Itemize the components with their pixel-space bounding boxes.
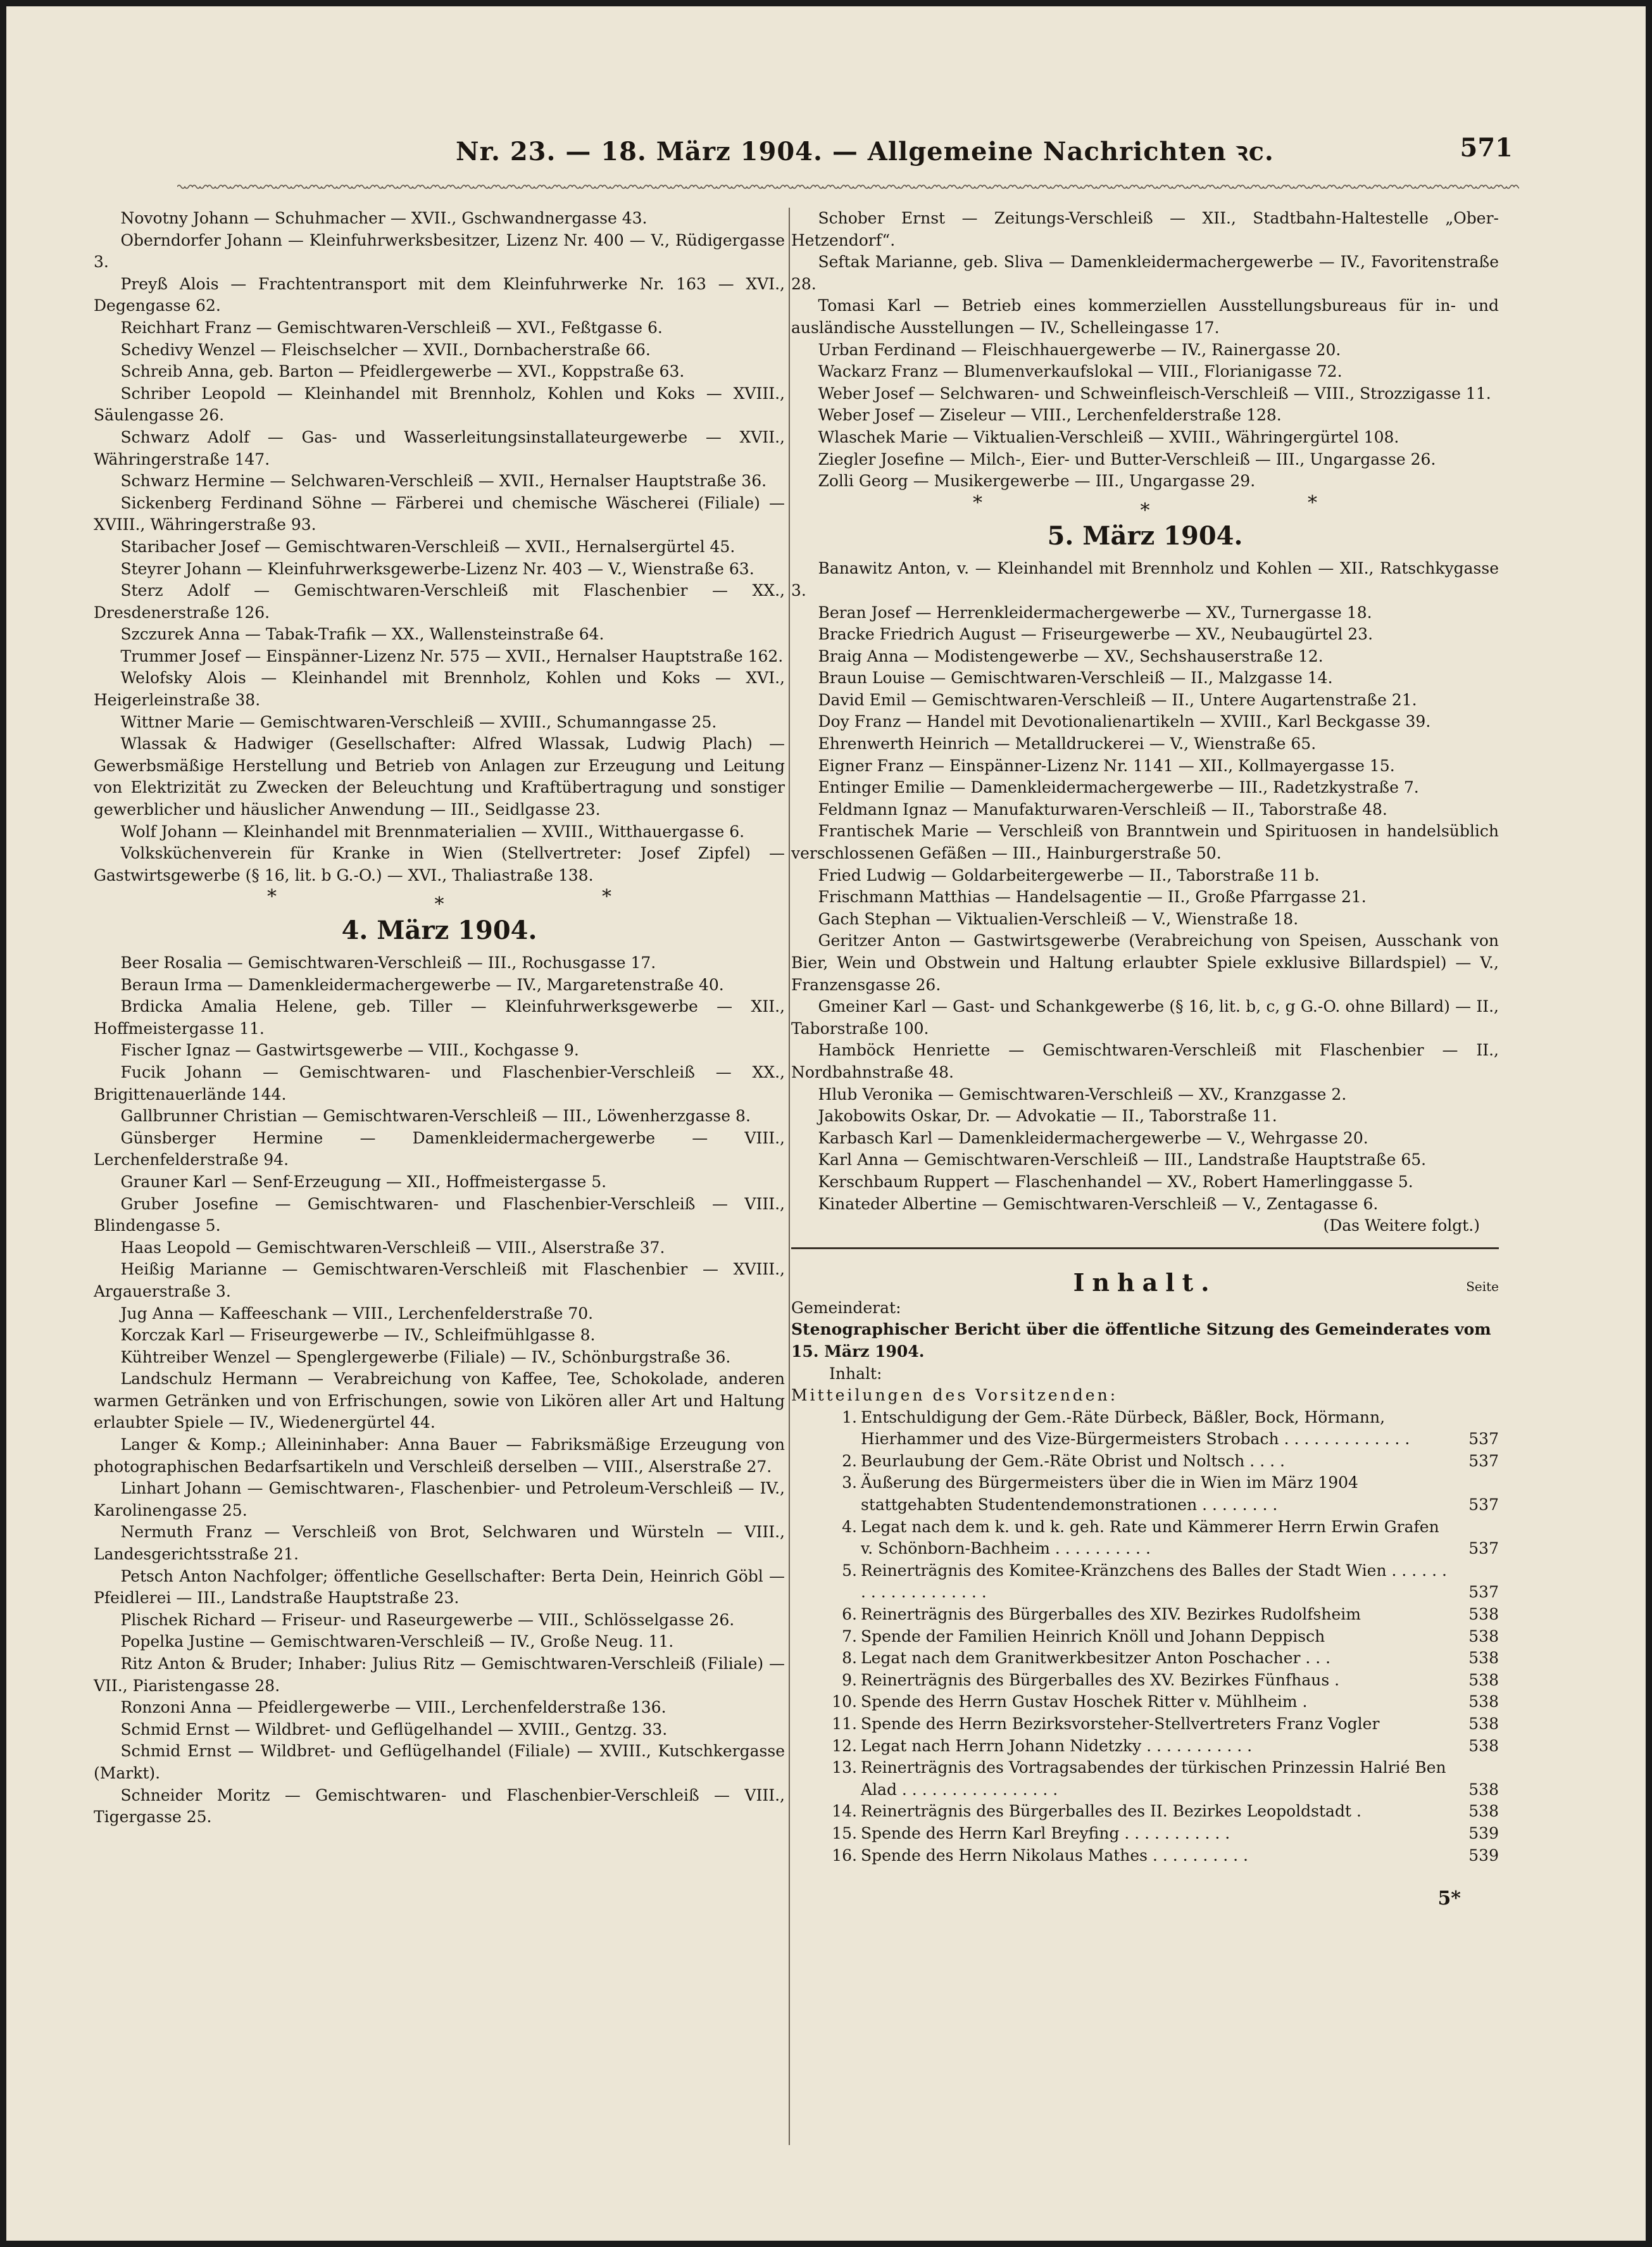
toc-item-text: Spende der Familien Heinrich Knöll und Johann Deppisch bbox=[861, 1627, 1325, 1646]
toc-section: Gemeinderat: bbox=[791, 1298, 901, 1317]
toc-inhalt-label: Inhalt: bbox=[829, 1364, 882, 1383]
entry: Brdicka Amalia Helene, geb. Tiller — Kleinfuhrwerksgewerbe — XII., Hoffmeistergasse 11. bbox=[94, 997, 785, 1038]
entry: Banawitz Anton, v. — Kleinhandel mit Brennholz und Kohlen — XII., Ratschkygasse 3. bbox=[791, 559, 1499, 600]
entry: Gruber Josefine — Gemischtwaren- und Flaschenbier-Verschleiß — VIII., Blindengasse 5. bbox=[94, 1194, 785, 1235]
toc-item-list bbox=[791, 1407, 1499, 1866]
entry: Wackarz Franz — Blumenverkaufslokal — VIII., Florianigasse 72. bbox=[818, 362, 1342, 381]
toc-item-page: 537 bbox=[1468, 1451, 1499, 1470]
entry: Plischek Richard — Friseur- und Raseurgewerbe — VIII., Schlösselgasse 26. bbox=[120, 1610, 735, 1629]
entry: Landschulz Hermann — Verabreichung von Kaffee, Tee, Schokolade, anderen warmen Getränken und von Erfrischungen, sowie von Likören aller Art und Haltung erlaubter Spiele — IV., Wiedenergürtel 44. bbox=[94, 1369, 785, 1432]
entry: Volksküchenverein für Kranke in Wien (Stellvertreter: Josef Zipfel) — Gastwirtsgewerbe (§ 16, lit. b G.-O.) — XVI., Thaliastraße 138. bbox=[94, 844, 785, 884]
entry: Jug Anna — Kaffeeschank — VIII., Lerchenfelderstraße 70. bbox=[120, 1304, 594, 1323]
entry: Petsch Anton Nachfolger; öffentliche Gesellschafter: Berta Dein, Heinrich Göbl — Pfeidlerei — III., Landstraße Hauptstraße 23. bbox=[94, 1566, 785, 1608]
toc-item bbox=[791, 1691, 1499, 1713]
entry: Langer & Komp.; Alleininhaber: Anna Bauer — Fabriksmäßige Erzeugung von photographischen Bedarfsartikeln und Verschleiß derselben — VIII., Alserstraße 27. bbox=[94, 1435, 785, 1476]
entry: Schober Ernst — Zeitungs-Verschleiß — XII., Stadtbahn-Haltestelle „Ober-Hetzendorf“. bbox=[791, 209, 1499, 249]
entry: Ziegler Josefine — Milch-, Eier- und Butter-Verschleiß — III., Ungargasse 26. bbox=[818, 450, 1436, 469]
entry: Beer Rosalia — Gemischtwaren-Verschleiß — III., Rochusgasse 17. bbox=[120, 954, 656, 972]
toc-item-number: 15. bbox=[832, 1823, 857, 1842]
toc-item-number: 4. bbox=[842, 1517, 857, 1536]
entry: Novotny Johann — Schuhmacher — XVII., Gschwandnergasse 43. bbox=[120, 209, 648, 227]
section-rule bbox=[791, 1247, 1499, 1249]
signature-mark: 5* bbox=[1437, 1887, 1461, 1910]
toc-item-page: 538 bbox=[1468, 1692, 1499, 1711]
entry: Grauner Karl — Senf-Erzeugung — XII., Hoffmeistergasse 5. bbox=[120, 1172, 607, 1191]
toc-item-page: 537 bbox=[1468, 1539, 1499, 1558]
entry: Szczurek Anna — Tabak-Trafik — XX., Wallensteinstraße 64. bbox=[120, 625, 604, 644]
header-title: Nr. 23. — 18. März 1904. — Allgemeine Nachrichten ꝛc. bbox=[456, 137, 1274, 167]
entry: Sickenberg Ferdinand Söhne — Färberei und chemische Wäscherei (Filiale) — XVIII., Währingerstraße 93. bbox=[94, 493, 785, 534]
toc-item-text: Äußerung des Bürgermeisters über die in Wien im März 1904 stattgehabten Studentendemonstrationen . . . . . . . . bbox=[861, 1473, 1358, 1514]
toc-item bbox=[791, 1407, 1499, 1451]
toc-item-page: 538 bbox=[1468, 1605, 1499, 1624]
toc-item-page: 537 bbox=[1468, 1583, 1499, 1602]
toc-item-page: 538 bbox=[1468, 1802, 1499, 1821]
entry: Reichhart Franz — Gemischtwaren-Verschleiß — XVI., Feßtgasse 6. bbox=[120, 318, 663, 337]
toc-item-number: 1. bbox=[842, 1407, 857, 1426]
toc-item-text: Legat nach Herrn Johann Nidetzky . . . . . . . . . . . bbox=[861, 1736, 1253, 1755]
entry: Gach Stephan — Viktualien-Verschleiß — V., Wienstraße 18. bbox=[818, 909, 1299, 928]
entry: Beran Josef — Herrenkleidermachergewerbe — XV., Turnergasse 18. bbox=[818, 603, 1372, 622]
entry: David Emil — Gemischtwaren-Verschleiß — II., Untere Augartenstraße 21. bbox=[818, 690, 1417, 709]
entry: Schriber Leopold — Kleinhandel mit Brennholz, Kohlen und Koks — XVIII., Säulengasse 26. bbox=[94, 384, 785, 425]
toc-item bbox=[791, 1823, 1499, 1845]
entry: Jakobowits Oskar, Dr. — Advokatie — II., Taborstraße 11. bbox=[818, 1107, 1277, 1126]
toc-item-text: Spende des Herrn Nikolaus Mathes . . . . . . . . . . bbox=[861, 1846, 1248, 1865]
seite-label: Seite bbox=[1466, 1278, 1499, 1294]
entry: Wlaschek Marie — Viktualien-Verschleiß — XVIII., Währingergürtel 108. bbox=[818, 427, 1399, 446]
entry: Wlassak & Hadwiger (Gesellschafter: Alfred Wlassak, Ludwig Plach) — Gewerbsmäßige Herstellung und Betrieb von Anlagen zur Erzeugung und Leitung von Elektrizität zu Zwecken der Beleuchtung und Kraftübertragung und sonstiger gewerblicher und häuslicher Anwendung — III., Seidlgasse 23. bbox=[94, 734, 785, 819]
entry: Hamböck Henriette — Gemischtwaren-Verschleiß mit Flaschenbier — II., Nordbahnstraße 48. bbox=[791, 1041, 1499, 1081]
entry: Entinger Emilie — Damenkleidermachergewerbe — III., Radetzkystraße 7. bbox=[818, 778, 1419, 797]
toc-item-page: 538 bbox=[1468, 1627, 1499, 1646]
toc-item bbox=[791, 1451, 1499, 1473]
entry: Schneider Moritz — Gemischtwaren- und Flaschenbier-Verschleiß — VIII., Tigergasse 25. bbox=[94, 1785, 785, 1827]
toc-item-text: Beurlaubung der Gem.-Räte Obrist und Noltsch . . . . bbox=[861, 1451, 1285, 1470]
entry: Ehrenwerth Heinrich — Metalldruckerei — V., Wienstraße 65. bbox=[818, 734, 1317, 753]
toc-item-page: 538 bbox=[1468, 1649, 1499, 1668]
entry: Günsberger Hermine — Damenkleidermachergewerbe — VIII., Lerchenfelderstraße 94. bbox=[94, 1128, 785, 1169]
entry: Hlub Veronika — Gemischtwaren-Verschleiß — XV., Kranzgasse 2. bbox=[818, 1085, 1347, 1104]
toc-item-page: 537 bbox=[1468, 1430, 1499, 1449]
entry: Preyß Alois — Frachtentransport mit dem Kleinfuhrwerke Nr. 163 — XVI., Degengasse 62. bbox=[94, 274, 785, 315]
entry: Braig Anna — Modistengewerbe — XV., Sechshauserstraße 12. bbox=[818, 646, 1323, 665]
entry: Kinateder Albertine — Gemischtwaren-Verschleiß — V., Zentagasse 6. bbox=[818, 1194, 1379, 1213]
entry: Frischmann Matthias — Handelsagentie — II., Große Pfarrgasse 21. bbox=[818, 888, 1367, 907]
entry: Fischer Ignaz — Gastwirtsgewerbe — VIII., Kochgasse 9. bbox=[120, 1041, 579, 1060]
toc-item-number: 10. bbox=[832, 1692, 857, 1711]
entry: Ritz Anton & Bruder; Inhaber: Julius Ritz — Gemischtwaren-Verschleiß (Filiale) — VII., Piaristengasse 28. bbox=[94, 1654, 785, 1695]
toc-item-number: 3. bbox=[842, 1473, 857, 1492]
entry: Wittner Marie — Gemischtwaren-Verschleiß — XVIII., Schumanngasse 25. bbox=[120, 712, 717, 731]
section-stars-right: * * * bbox=[972, 491, 1318, 522]
entry: Steyrer Johann — Kleinfuhrwerksgewerbe-Lizenz Nr. 403 — V., Wienstraße 63. bbox=[120, 559, 754, 578]
entry: Linhart Johann — Gemischtwaren-, Flaschenbier- und Petroleum-Verschleiß — IV., Karolinengasse 25. bbox=[94, 1479, 785, 1520]
toc-item-number: 13. bbox=[832, 1758, 857, 1777]
entry: Welofsky Alois — Kleinhandel mit Brennholz, Kohlen und Koks — XVI., Heigerleinstraße 38. bbox=[94, 669, 785, 710]
entry-list-right-b bbox=[791, 558, 1499, 1215]
toc-item-page: 538 bbox=[1468, 1670, 1499, 1689]
entry: Popelka Justine — Gemischtwaren-Verschleiß — IV., Große Neug. 11. bbox=[120, 1632, 674, 1651]
entry: Schwarz Adolf — Gas- und Wasserleitungsinstallateurgewerbe — XVII., Währingerstraße 147. bbox=[94, 427, 785, 469]
toc-item-text: Reinerträgnis des Bürgerballes des XV. Bezirkes Fünfhaus . bbox=[861, 1670, 1340, 1689]
toc-item bbox=[791, 1670, 1499, 1692]
toc-item-number: 7. bbox=[842, 1627, 857, 1646]
date-heading-4-maerz: 4. März 1904. bbox=[341, 916, 537, 945]
right-column bbox=[791, 208, 1499, 1910]
toc-item bbox=[791, 1604, 1499, 1626]
date-heading-5-maerz: 5. März 1904. bbox=[1047, 521, 1243, 551]
entry: Korczak Karl — Friseurgewerbe — IV., Schleifmühlgasse 8. bbox=[120, 1326, 596, 1345]
entry: Gmeiner Karl — Gast- und Schankgewerbe (§ 16, lit. b, c, g G.-O. ohne Billard) — II., Taborstraße 100. bbox=[791, 997, 1499, 1038]
toc-item bbox=[791, 1647, 1499, 1670]
entry: Doy Franz — Handel mit Devotionalienartikeln — XVIII., Karl Beckgasse 39. bbox=[818, 712, 1431, 731]
toc-item-text: Spende des Herrn Karl Breyfing . . . . . . . . . . . bbox=[861, 1823, 1230, 1842]
toc-item-number: 12. bbox=[832, 1736, 857, 1755]
toc-item-number: 11. bbox=[832, 1715, 857, 1733]
entry: Tomasi Karl — Betrieb eines kommerziellen Ausstellungsbureaus für in- und ausländische Ausstellungen — IV., Schelleingasse 17. bbox=[791, 296, 1499, 337]
toc-item-text: Reinerträgnis des Vortragsabendes der türkischen Prinzessin Halrié Ben Alad . . . . . . . . . . . . . . . . bbox=[861, 1758, 1446, 1799]
entry: Fried Ludwig — Goldarbeitergewerbe — II., Taborstraße 11 b. bbox=[818, 865, 1320, 884]
toc-item-number: 5. bbox=[842, 1561, 857, 1580]
entry: Feldmann Ignaz — Manufakturwaren-Verschleiß — II., Taborstraße 48. bbox=[818, 800, 1387, 819]
entry-list-right-a bbox=[791, 208, 1499, 493]
left-column bbox=[94, 208, 785, 1828]
toc-item-page: 538 bbox=[1468, 1780, 1499, 1799]
entry: Schwarz Hermine — Selchwaren-Verschleiß — XVII., Hernalser Hauptstraße 36. bbox=[120, 472, 767, 491]
entry: Bracke Friedrich August — Friseurgewerbe — XV., Neubaugürtel 23. bbox=[818, 625, 1374, 644]
column-divider bbox=[789, 208, 790, 2145]
toc-item bbox=[791, 1757, 1499, 1801]
header-wavy-rule bbox=[177, 182, 1519, 191]
toc-item-text: Spende des Herrn Gustav Hoschek Ritter v. Mühlheim . bbox=[861, 1692, 1308, 1711]
toc-item-number: 14. bbox=[832, 1802, 857, 1821]
toc-item bbox=[791, 1801, 1499, 1823]
toc-item-text: Spende des Herrn Bezirksvorsteher-Stellvertreters Franz Vogler bbox=[861, 1715, 1380, 1733]
entry-list-left-b bbox=[94, 952, 785, 1828]
entry-list-left-a bbox=[94, 208, 785, 886]
toc-item-number: 8. bbox=[842, 1649, 857, 1668]
entry: Schedivy Wenzel — Fleischselcher — XVII., Dornbacherstraße 66. bbox=[120, 340, 651, 359]
toc-item-text: Reinerträgnis des Bürgerballes des II. Bezirkes Leopoldstadt . bbox=[861, 1802, 1361, 1821]
entry: Haas Leopold — Gemischtwaren-Verschleiß — VIII., Alserstraße 37. bbox=[120, 1238, 665, 1257]
entry: Wolf Johann — Kleinhandel mit Brennmaterialien — XVIII., Witthauergasse 6. bbox=[120, 822, 745, 841]
toc-item bbox=[791, 1560, 1499, 1604]
entry: Braun Louise — Gemischtwaren-Verschleiß — II., Malzgasse 14. bbox=[818, 669, 1333, 688]
toc-report-title: Stenographischer Bericht über die öffentliche Sitzung des Gemeinderates vom 15. März 1904. bbox=[791, 1320, 1491, 1361]
entry: Trummer Josef — Einspänner-Lizenz Nr. 575 — XVII., Hernalser Hauptstraße 162. bbox=[120, 646, 784, 665]
toc-item bbox=[791, 1472, 1499, 1516]
entry: Eigner Franz — Einspänner-Lizenz Nr. 1141 — XII., Kollmayergasse 15. bbox=[818, 756, 1395, 775]
toc-item-page: 539 bbox=[1468, 1846, 1499, 1865]
entry: Kerschbaum Ruppert — Flaschenhandel — XV., Robert Hamerlinggasse 5. bbox=[818, 1172, 1413, 1191]
section-stars-left: * * * bbox=[266, 886, 612, 916]
toc-item bbox=[791, 1845, 1499, 1867]
entry: Karl Anna — Gemischtwaren-Verschleiß — III., Landstraße Hauptstraße 65. bbox=[818, 1150, 1427, 1169]
entry: Weber Josef — Selchwaren- und Schweinfleisch-Verschleiß — VIII., Strozzigasse 11. bbox=[818, 384, 1491, 403]
entry: Staribacher Josef — Gemischtwaren-Verschleiß — XVII., Hernalsergürtel 45. bbox=[120, 537, 735, 556]
toc-item bbox=[791, 1735, 1499, 1758]
entry: Schmid Ernst — Wildbret- und Geflügelhandel (Filiale) — XVIII., Kutschkergasse (Markt). bbox=[94, 1742, 785, 1782]
entry: Gallbrunner Christian — Gemischtwaren-Verschleiß — III., Löwenherzgasse 8. bbox=[120, 1107, 751, 1126]
toc-item-page: 538 bbox=[1468, 1715, 1499, 1733]
page-header bbox=[6, 127, 1646, 177]
entry: Ronzoni Anna — Pfeidlergewerbe — VIII., Lerchenfelderstraße 136. bbox=[120, 1698, 666, 1717]
toc-item-text: Reinerträgnis des Komitee-Kränzchens des Balles der Stadt Wien . . . . . . . . . . . . . . . . . . . bbox=[861, 1561, 1447, 1602]
toc-item-text: Reinerträgnis des Bürgerballes des XIV. Bezirkes Rudolfsheim bbox=[861, 1605, 1361, 1624]
entry: Nermuth Franz — Verschleiß von Brot, Selchwaren und Würsteln — VIII., Landesgerichtsstraße 21. bbox=[94, 1523, 785, 1564]
toc-item-page: 539 bbox=[1468, 1823, 1499, 1842]
entry: Seftak Marianne, geb. Sliva — Damenkleidermachergewerbe — IV., Favoritenstraße 28. bbox=[791, 253, 1499, 293]
entry: Heißig Marianne — Gemischtwaren-Verschleiß mit Flaschenbier — XVIII., Argauerstraße 3. bbox=[94, 1260, 785, 1300]
entry: Geritzer Anton — Gastwirtsgewerbe (Verabreichung von Speisen, Ausschank von Bier, Wein und Obstwein und Haltung erlaubter Spiele exklusive Billardspiel) — V., Franzensgasse 26. bbox=[791, 931, 1499, 994]
entry: Fucik Johann — Gemischtwaren- und Flaschenbier-Verschleiß — XX., Brigittenauerlände 144. bbox=[94, 1062, 785, 1104]
toc-item-number: 2. bbox=[842, 1451, 857, 1470]
inhalt-title: Inhalt. Seite bbox=[791, 1268, 1499, 1297]
entry: Urban Ferdinand — Fleischhauergewerbe — IV., Rainergasse 20. bbox=[818, 340, 1341, 359]
toc-item-number: 16. bbox=[832, 1846, 857, 1865]
entry: Frantischek Marie — Verschleiß von Branntwein und Spirituosen in handelsüblich verschlossenen Gefäßen — III., Hainburgerstraße 50. bbox=[791, 822, 1499, 863]
toc-mitteilungen: Mitteilungen des Vorsitzenden: bbox=[791, 1386, 1118, 1405]
entry: Zolli Georg — Musikergewerbe — III., Ungargasse 29. bbox=[818, 472, 1256, 491]
entry: Schreib Anna, geb. Barton — Pfeidlergewerbe — XVI., Koppstraße 63. bbox=[120, 362, 685, 381]
toc-item-page: 537 bbox=[1468, 1495, 1499, 1514]
toc-item bbox=[791, 1626, 1499, 1648]
toc-item-text: Legat nach dem Granitwerkbesitzer Anton Poschacher . . . bbox=[861, 1649, 1331, 1668]
entry: Oberndorfer Johann — Kleinfuhrwerksbesitzer, Lizenz Nr. 400 — V., Rüdigergasse 3. bbox=[94, 230, 785, 272]
toc-item-number: 6. bbox=[842, 1605, 857, 1624]
page-number: 571 bbox=[1460, 133, 1513, 163]
entry: Beraun Irma — Damenkleidermachergewerbe — IV., Margaretenstraße 40. bbox=[120, 975, 724, 994]
toc-item bbox=[791, 1516, 1499, 1560]
toc-item-page: 538 bbox=[1468, 1736, 1499, 1755]
toc-item-text: Legat nach dem k. und k. geh. Rate und Kämmerer Herrn Erwin Grafen v. Schönborn-Bachheim . . . . . . . . . . bbox=[861, 1517, 1439, 1558]
entry: Sterz Adolf — Gemischtwaren-Verschleiß mit Flaschenbier — XX., Dresdenerstraße 126. bbox=[94, 581, 785, 622]
newspaper-page bbox=[6, 6, 1646, 2241]
toc-item-text: Entschuldigung der Gem.-Räte Dürbeck, Bäßler, Bock, Hörmann, Hierhammer und des Vize-Bürgermeisters Strobach . . . . . . . . . . . . . bbox=[861, 1407, 1410, 1449]
entry: Weber Josef — Ziseleur — VIII., Lerchenfelderstraße 128. bbox=[818, 406, 1282, 425]
entry: Schmid Ernst — Wildbret- und Geflügelhandel — XVIII., Gentzg. 33. bbox=[120, 1720, 668, 1739]
toc-item bbox=[791, 1713, 1499, 1735]
continuation-note: (Das Weitere folgt.) bbox=[1323, 1216, 1480, 1235]
entry: Kühtreiber Wenzel — Spenglergewerbe (Filiale) — IV., Schönburgstraße 36. bbox=[120, 1347, 731, 1366]
toc-item-number: 9. bbox=[842, 1670, 857, 1689]
entry: Karbasch Karl — Damenkleidermachergewerbe — V., Wehrgasse 20. bbox=[818, 1128, 1368, 1147]
